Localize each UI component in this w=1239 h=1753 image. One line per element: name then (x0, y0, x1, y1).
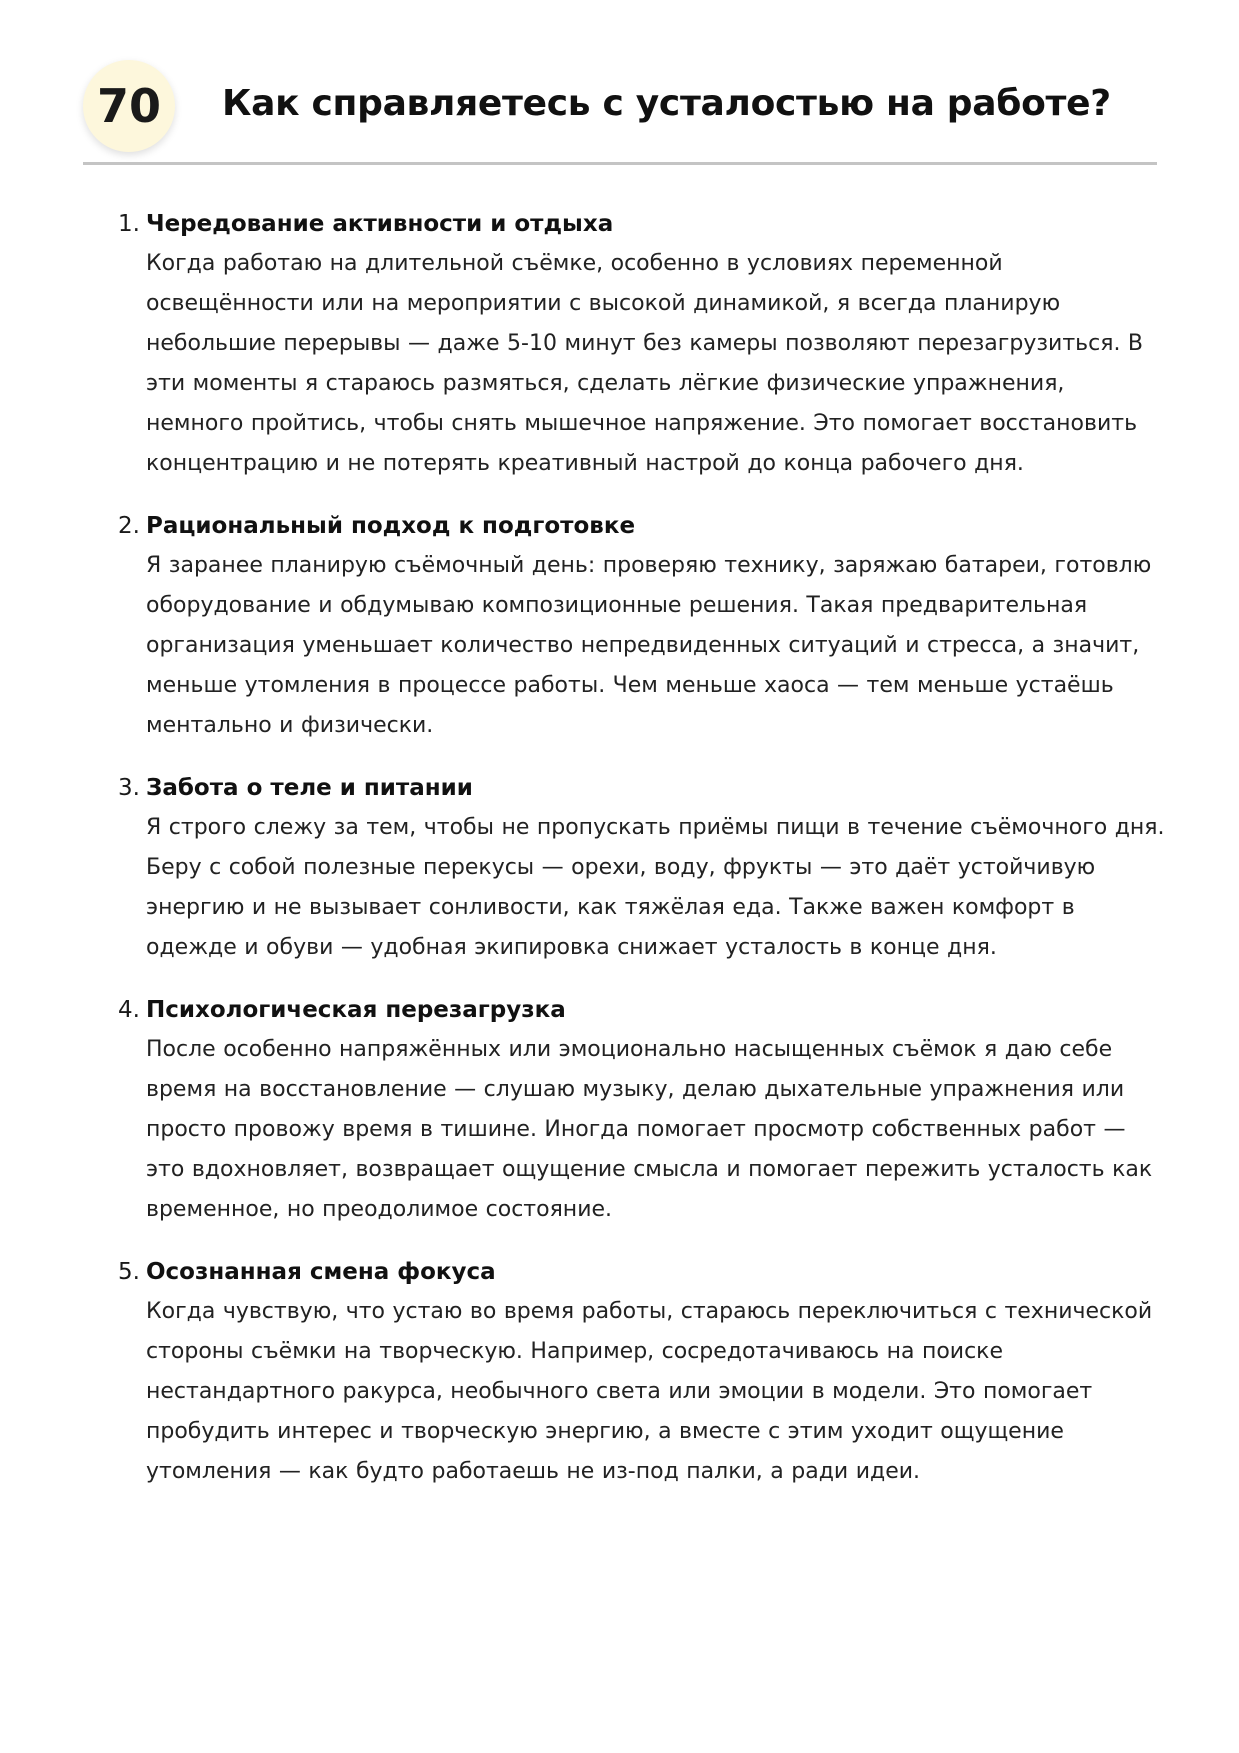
item-heading: Рациональный подход к подготовке (146, 513, 636, 539)
item-heading: Чередование активности и отдыха (146, 211, 614, 237)
item-heading: Забота о теле и питании (146, 775, 473, 801)
item-body: Когда работаю на длительной съёмке, особенно в условиях переменной освещённости или на мероприятии с высокой динамикой, я всегда планирую небольшие перерывы — даже 5-10 минут без камеры позволяют перезагрузиться. В эти моменты я стараюсь размяться, сделать лёгкие физические упражнения, немного пройтись, чтобы снять мышечное напряжение. Это помогает восстановить концентрацию и не потерять креативный настрой до конца рабочего дня. (146, 251, 1144, 476)
question-number-badge: 70 (83, 60, 175, 152)
item-number: 1. (118, 211, 140, 237)
list-item (118, 768, 1168, 968)
list-item (118, 990, 1168, 1230)
item-number: 3. (118, 775, 140, 801)
item-body: Я заранее планирую съёмочный день: проверяю технику, заряжаю батареи, готовлю оборудование и обдумываю композиционные решения. Такая предварительная организация уменьшает количество непредвиденных ситуаций и стресса, а значит, меньше утомления в процессе работы. Чем меньше хаоса — тем меньше устаёшь ментально и физически. (146, 553, 1152, 738)
list-item (118, 506, 1168, 746)
item-number: 5. (118, 1259, 140, 1285)
answer-list (118, 204, 1168, 1514)
item-number: 2. (118, 513, 140, 539)
item-heading: Психологическая перезагрузка (146, 997, 566, 1023)
item-body: Я строго слежу за тем, чтобы не пропускать приёмы пищи в течение съёмочного дня. Беру с собой полезные перекусы — орехи, воду, фрукты — это даёт устойчивую энергию и не вызывает сонливости, как тяжёлая еда. Также важен комфорт в одежде и обуви — удобная экипировка снижает усталость в конце дня. (146, 815, 1165, 960)
item-body: Когда чувствую, что устаю во время работы, стараюсь переключиться с технической стороны съёмки на творческую. Например, сосредотачиваюсь на поиске нестандартного ракурса, необычного света или эмоции в модели. Это помогает пробудить интерес и творческую энергию, а вместе с этим уходит ощущение утомления — как будто работаешь не из-под палки, а ради идеи. (146, 1299, 1153, 1484)
item-body: После особенно напряжённых или эмоционально насыщенных съёмок я даю себе время на восстановление — слушаю музыку, делаю дыхательные упражнения или просто провожу время в тишине. Иногда помогает просмотр собственных работ — это вдохновляет, возвращает ощущение смысла и помогает пережить усталость как временное, но преодолимое состояние. (146, 1037, 1153, 1222)
page-header (83, 50, 1157, 165)
item-heading: Осознанная смена фокуса (146, 1259, 496, 1285)
list-item (118, 1252, 1168, 1492)
page-title: Как справляетесь с усталостью на работе? (222, 83, 1111, 124)
item-number: 4. (118, 997, 140, 1023)
list-item (118, 204, 1168, 484)
